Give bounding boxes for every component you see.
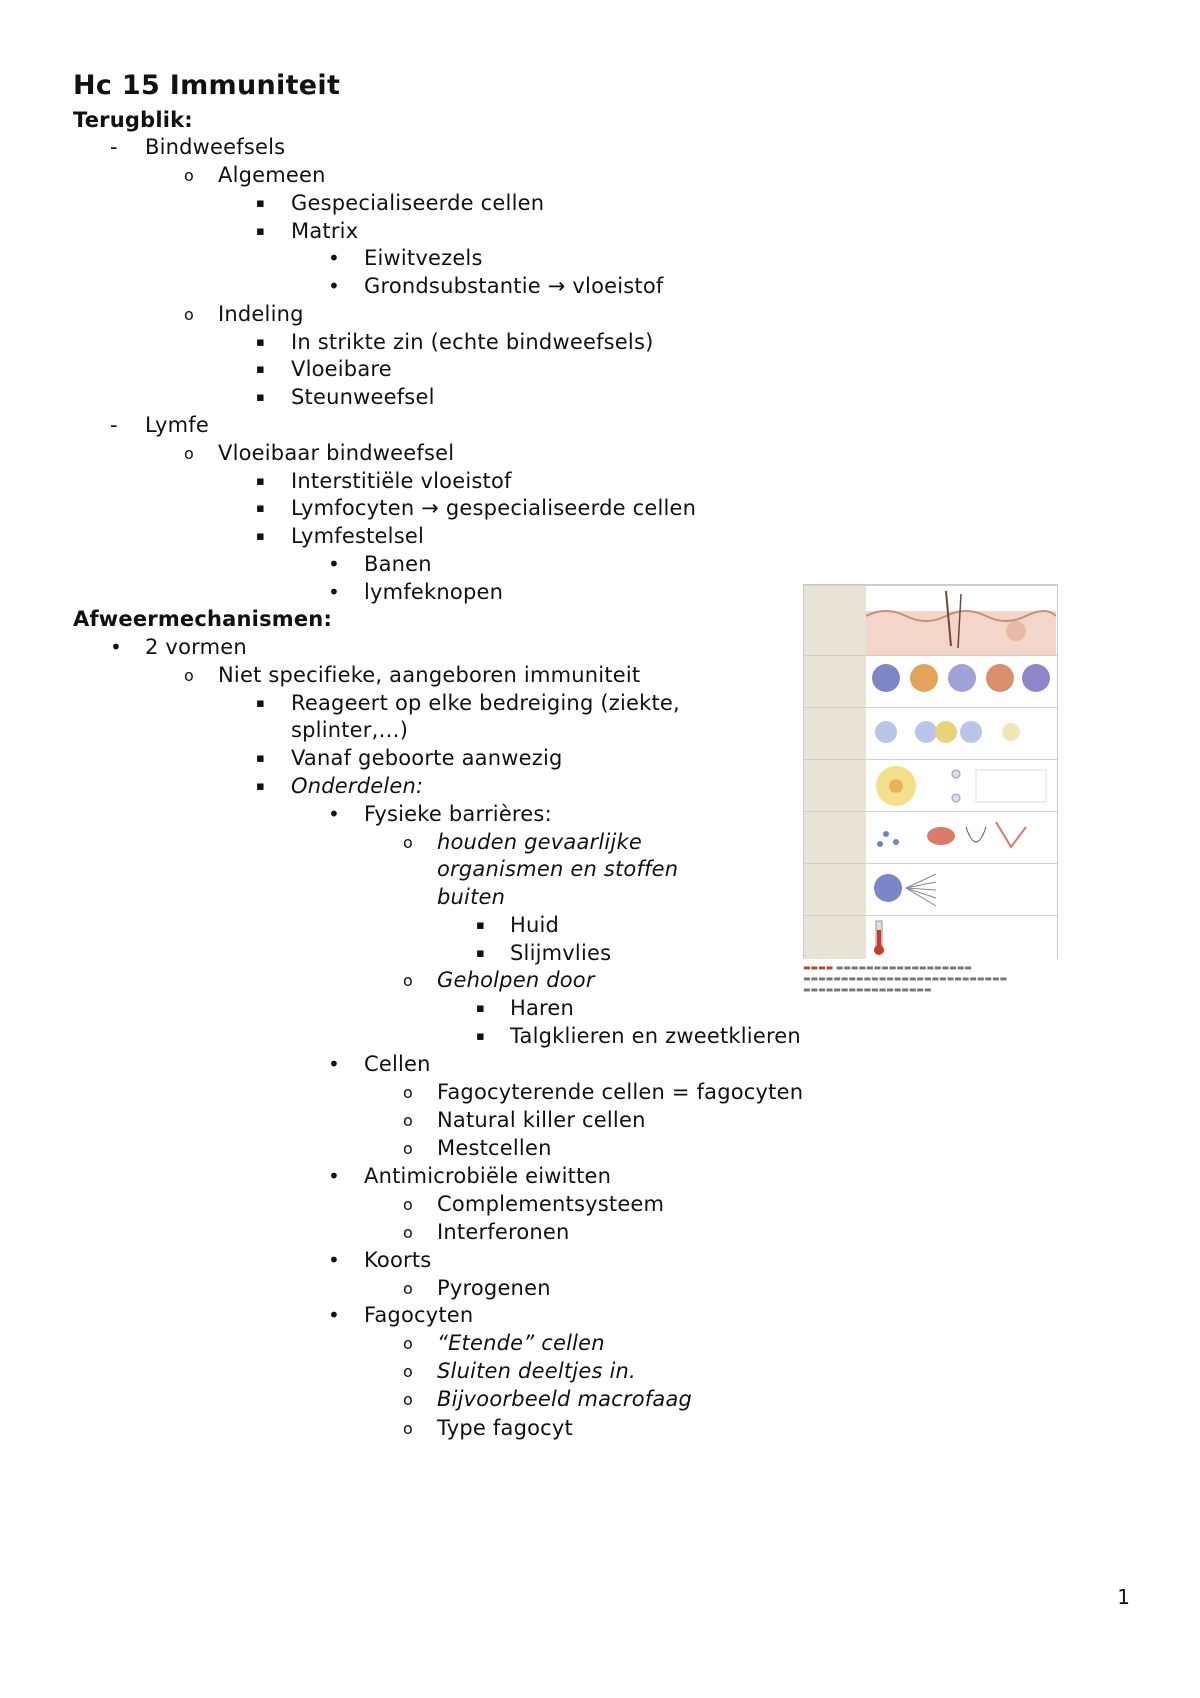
bullet-marker: • — [328, 1248, 340, 1272]
outline-item-houden3: buiten — [437, 885, 506, 909]
outline-item-slijmvlies: Slijmvlies — [510, 941, 612, 965]
outline-item-grondsub: Grondsubstantie → vloeistof — [364, 274, 664, 298]
bullet-marker: o — [403, 1334, 413, 1353]
bullet-marker: ▪ — [476, 946, 485, 961]
bullet-marker: ▪ — [256, 779, 265, 794]
skin-illustration — [866, 586, 1056, 656]
outline-item-natural: Natural killer cellen — [437, 1108, 646, 1132]
outline-item-matrix: Matrix — [291, 219, 359, 243]
bullet-marker: o — [184, 666, 194, 685]
bullet-marker: o — [403, 833, 413, 852]
bullet-marker: • — [328, 1164, 340, 1188]
bullet-marker: ▪ — [256, 529, 265, 544]
bullet-marker: • — [328, 1303, 340, 1327]
outline-item-antimicro: Antimicrobiële eiwitten — [364, 1164, 612, 1188]
bullet-marker: o — [403, 1083, 413, 1102]
bullet-marker: o — [403, 1195, 413, 1214]
outline-item-mestcellen: Mestcellen — [437, 1136, 552, 1160]
bullet-marker: • — [328, 274, 340, 298]
bullet-marker: o — [403, 1279, 413, 1298]
outline-item-vormen: 2 vormen — [145, 635, 247, 659]
figure-caption-image: ▬▬▬▬ ▬▬▬▬▬▬▬▬▬▬▬▬▬▬▬▬▬▬ ▬▬▬▬▬▬▬▬▬▬▬▬▬▬▬▬▬▬▬▬▬▬▬▬▬▬▬ ▬▬▬▬▬▬▬▬▬▬▬▬▬▬▬▬▬ — [803, 963, 1008, 994]
bullet-marker: o — [403, 1362, 413, 1381]
bullet-marker: • — [328, 802, 340, 826]
figure-row-inflammation — [804, 863, 1057, 916]
outline-item-houden1: houden gevaarlijke — [437, 830, 642, 854]
nk-cells-illustration — [866, 708, 1056, 760]
complement-illustration — [866, 812, 1056, 864]
bullet-marker: o — [403, 1419, 413, 1438]
outline-item-banen: Banen — [364, 552, 432, 576]
phagocyte-cells-illustration — [866, 656, 1056, 708]
interferon-illustration — [866, 760, 1056, 812]
outline-item-pyrogenen: Pyrogenen — [437, 1276, 551, 1300]
bullet-marker: ▪ — [256, 751, 265, 766]
figure-row-complement — [804, 811, 1057, 864]
outline-item-interstitiele: Interstitiële vloeistof — [291, 469, 512, 493]
outline-item-reageert2: splinter,…) — [291, 718, 409, 742]
bullet-marker: - — [110, 413, 118, 437]
bullet-marker: ▪ — [256, 501, 265, 516]
bullet-marker: o — [184, 166, 194, 185]
section-heading-terugblik: Terugblik: — [73, 108, 193, 132]
bullet-marker: o — [403, 1390, 413, 1409]
outline-item-vloeibare: Vloeibare — [291, 357, 392, 381]
figure-row-phagocytes — [804, 655, 1057, 708]
bullet-marker: o — [403, 1111, 413, 1130]
outline-item-houden2: organismen en stoffen — [437, 857, 679, 881]
section-heading-afweer: Afweermechanismen: — [73, 607, 333, 631]
figure-row-nk-cells — [804, 707, 1057, 760]
outline-item-koorts: Koorts — [364, 1248, 432, 1272]
bullet-marker: • — [328, 552, 340, 576]
bullet-marker: ▪ — [476, 918, 485, 933]
outline-item-eiwitvezels: Eiwitvezels — [364, 246, 483, 270]
textbook-figure-image — [803, 584, 1058, 959]
outline-item-type: Type fagocyt — [437, 1416, 573, 1440]
outline-item-fysieke: Fysieke barrières: — [364, 802, 552, 826]
bullet-marker: ▪ — [256, 335, 265, 350]
outline-item-talg: Talgklieren en zweetklieren — [510, 1024, 801, 1048]
figure-row-skin — [804, 585, 1057, 656]
bullet-marker: ▪ — [476, 1029, 485, 1044]
bullet-marker: o — [184, 444, 194, 463]
outline-item-haren: Haren — [510, 996, 575, 1020]
inflammation-illustration — [866, 864, 1056, 916]
bullet-marker: o — [184, 305, 194, 324]
bullet-marker: ▪ — [256, 362, 265, 377]
bullet-marker: • — [328, 246, 340, 270]
outline-item-bindweefsels: Bindweefsels — [145, 135, 286, 159]
outline-item-strikte: In strikte zin (echte bindweefsels) — [291, 330, 654, 354]
bullet-marker: o — [403, 1139, 413, 1158]
outline-item-lymfocyten: Lymfocyten → gespecialiseerde cellen — [291, 496, 697, 520]
bullet-marker: • — [328, 1052, 340, 1076]
outline-item-bijvoorbeeld: Bijvoorbeeld macrofaag — [437, 1387, 693, 1411]
bullet-marker: ▪ — [476, 1001, 485, 1016]
bullet-marker: • — [110, 635, 122, 659]
thermometer-illustration — [866, 916, 1056, 959]
outline-item-nietspec: Niet specifieke, aangeboren immuniteit — [218, 663, 641, 687]
outline-item-geholpen: Geholpen door — [437, 968, 595, 992]
outline-item-vanaf: Vanaf geboorte aanwezig — [291, 746, 563, 770]
outline-item-vloeibaar: Vloeibaar bindweefsel — [218, 441, 455, 465]
bullet-marker: • — [328, 580, 340, 604]
bullet-marker: ▪ — [256, 224, 265, 239]
outline-item-gespec: Gespecialiseerde cellen — [291, 191, 545, 215]
outline-item-fagocyten: Fagocyten — [364, 1303, 474, 1327]
figure-row-interferons — [804, 759, 1057, 812]
bullet-marker: ▪ — [256, 474, 265, 489]
outline-item-reageert1: Reageert op elke bedreiging (ziekte, — [291, 691, 680, 715]
outline-item-steunweefsel: Steunweefsel — [291, 385, 435, 409]
outline-item-onderdelen: Onderdelen: — [291, 774, 424, 798]
bullet-marker: ▪ — [256, 696, 265, 711]
bullet-marker: - — [110, 135, 118, 159]
outline-item-interferonen: Interferonen — [437, 1220, 570, 1244]
outline-item-sluiten: Sluiten deeltjes in. — [437, 1359, 636, 1383]
outline-item-complement: Complementsysteem — [437, 1192, 665, 1216]
outline-item-etende: “Etende” cellen — [437, 1331, 605, 1355]
outline-item-algemeen: Algemeen — [218, 163, 326, 187]
page-title: Hc 15 Immuniteit — [73, 70, 341, 101]
outline-item-huid: Huid — [510, 913, 560, 937]
outline-item-cellen: Cellen — [364, 1052, 431, 1076]
outline-item-lymfe: Lymfe — [145, 413, 209, 437]
page-number: 1 — [1117, 1585, 1130, 1609]
outline-item-fagocyterende: Fagocyterende cellen = fagocyten — [437, 1080, 804, 1104]
outline-item-indeling: Indeling — [218, 302, 304, 326]
bullet-marker: o — [403, 971, 413, 990]
figure-row-fever — [804, 915, 1057, 959]
bullet-marker: o — [403, 1223, 413, 1242]
outline-item-lymfeknopen: lymfeknopen — [364, 580, 504, 604]
bullet-marker: ▪ — [256, 196, 265, 211]
outline-item-lymfestelsel: Lymfestelsel — [291, 524, 424, 548]
bullet-marker: ▪ — [256, 390, 265, 405]
